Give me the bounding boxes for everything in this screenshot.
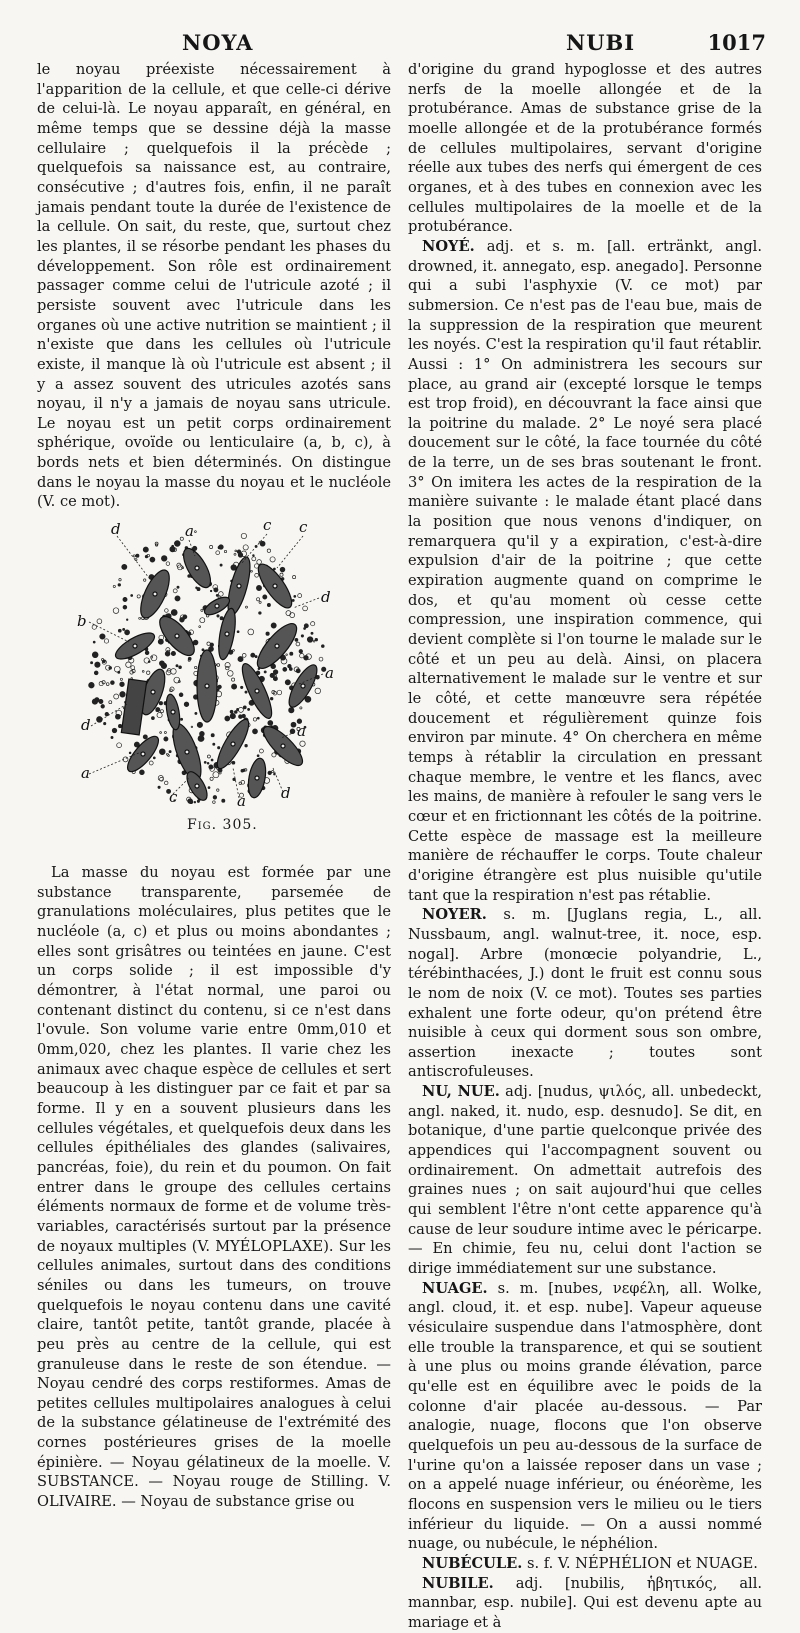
granule (166, 562, 170, 566)
granule (217, 664, 220, 667)
nucleolus (281, 744, 285, 748)
granule (271, 623, 276, 628)
granule (171, 651, 175, 655)
granule (296, 642, 300, 646)
granule (137, 595, 140, 598)
definition-nu: adj. [nudus, ψιλός, all. unbedeckt, angl. naked, it. nudo, esp. desnudo]. Se dit, en botanique, d'une partie quelconque privée des appendices qui l'accompagnent souvent ou ordinairement. On admettait autrefois des graines nues ; on sait aujourd'hui que celles qui semblent l'être n'ont cette apparence qu'à cause de leur soudure intime avec le péricarpe. — En chimie, feu nu, celui dont l'action se dirige immédiatement sur une substance. (408, 1083, 762, 1278)
granule (273, 568, 275, 570)
granule (235, 550, 237, 552)
granule (294, 595, 296, 597)
granule (218, 685, 222, 689)
granule (207, 762, 209, 764)
granule (104, 639, 108, 643)
nucleolus (185, 750, 189, 754)
noyau-paragraph-1: le noyau préexiste nécessairement à l'apparition de la cellule, et que celle-ci dérive de celui-là. Le noyau apparaît, en général, en même temps que se dessine déjà la masse cellulaire ; quelquefois il la précède ; quelquefois sa naissance est, au contraire, consécutive ; d'autres fois, enfin, il ne paraît jamais pendant toute la durée de l'existence de la cellule. On sait, du reste, que, surtout chez les plantes, il se résorbe pendant les phases du développement. Son rôle est ordinairement passager comme celui de l'utricule azoté ; il persiste souvent avec l'utricule dans les organes où une active nutrition se maintient ; il n'existe que dans les cellules où l'utricule existe, il manque là où l'utricule est absent ; il y a assez souvent des utricules azotés sans noyau, il n'y a jamais de noyau sans utricule. Le noyau est un petit corps ordinairement sphérique, ovoïde ou lenticulaire (a, b, c), à bords nets et bien déterminés. On distingue dans le noyau la masse du noyau et le nucléole (V. ce mot). (37, 61, 391, 511)
nucleolus (205, 684, 209, 688)
granule (101, 705, 105, 709)
granule (118, 584, 121, 587)
granule (174, 541, 180, 547)
granule (123, 597, 127, 601)
granule (280, 573, 283, 576)
granule (222, 799, 225, 802)
granule (103, 660, 106, 663)
granule (123, 628, 125, 630)
granule (263, 595, 267, 599)
figure-label-d-right: d (321, 588, 331, 607)
granule (319, 657, 323, 661)
granule (217, 789, 219, 791)
granule (257, 598, 260, 601)
figure-label-a-bottom: a (237, 792, 246, 811)
granule (202, 649, 204, 651)
figure-305 (37, 516, 391, 861)
granule (208, 787, 210, 789)
granule (199, 626, 201, 628)
granule (266, 632, 269, 635)
granule (257, 755, 259, 757)
definition-nubecule: s. f. V. NÉPHÉLION et NUAGE. (526, 1554, 758, 1572)
granule (220, 564, 222, 566)
granule (145, 555, 148, 558)
nucleolus (171, 710, 175, 714)
figure-label-d-bottom: d (281, 784, 291, 803)
granule (216, 551, 220, 555)
granule (94, 671, 98, 675)
granule (143, 735, 147, 739)
granule (191, 726, 193, 728)
running-head-left: NOYA (182, 30, 254, 55)
figure-label-c-top-left: c (263, 516, 272, 535)
granule (188, 799, 193, 804)
granule (255, 656, 257, 658)
granule (173, 589, 177, 593)
granule (243, 769, 246, 772)
granule (268, 721, 273, 726)
granule (304, 656, 309, 661)
granule (193, 640, 198, 645)
nucleolus (255, 776, 259, 780)
cell-nuclei-illustration (77, 516, 337, 816)
granule (161, 556, 167, 562)
granule (118, 629, 121, 632)
granule (169, 751, 171, 753)
granule (109, 701, 112, 704)
granule (248, 629, 254, 635)
definition-nuage: s. m. [nubes, νεφέλη, all. Wolke, angl. cloud, it. et esp. nube]. Vapeur aqueuse vésiculaire suspendue dans l'atmosphère, dont elle trouble la transparence, et qui se soutient à une plus ou moins grande élévation, parce qu'elle est en équilibre avec le poids de la colonne d'air placée au-dessous. — Par analogie, nuage, flocons que l'on observe quelquefois un peu au-dessous de la surface de l'urine qu'on a laissée reposer dans un vase ; on a appelé nuage inférieur, ou énéorème, les flocons en suspension vers le milieu ou le tiers inférieur du liquide. — On a aussi nommé nuage, ou nubécule, le néphélion. (408, 1279, 762, 1553)
striated-cell (121, 679, 146, 735)
granule (157, 713, 162, 718)
granule (164, 781, 168, 785)
granule (207, 755, 210, 758)
granule (126, 619, 128, 621)
granule (165, 609, 169, 613)
granule (213, 801, 216, 804)
page-number: 1017 (707, 30, 766, 55)
granule (180, 537, 183, 540)
figure-label-a-bottom-left: a (81, 764, 90, 783)
granule (161, 710, 164, 713)
granule (217, 615, 219, 617)
granule (237, 708, 239, 710)
granule (139, 617, 141, 619)
granule (237, 550, 241, 554)
granule (164, 732, 166, 734)
granule (213, 772, 219, 778)
nucleolus (215, 604, 219, 608)
figure-caption: Fig. 305. (187, 817, 258, 834)
figure-label-d-left: d (81, 716, 91, 735)
granule (264, 671, 266, 673)
granule (257, 560, 262, 565)
granule (272, 753, 276, 757)
granule (311, 632, 313, 634)
granule (238, 657, 243, 662)
granule (200, 618, 205, 623)
granule (257, 717, 259, 719)
granule (230, 710, 233, 713)
granule (123, 605, 127, 609)
granule (295, 638, 298, 641)
granule (197, 588, 200, 591)
granule (270, 697, 273, 700)
figure-label-b: b (77, 612, 87, 631)
nucleolus (141, 752, 145, 756)
granule (97, 619, 102, 624)
granule (274, 675, 276, 677)
granule (168, 755, 170, 757)
granule (111, 736, 113, 738)
granule (300, 654, 304, 658)
granule (204, 761, 206, 763)
running-head-right: NUBI (566, 30, 636, 55)
granule (159, 702, 162, 705)
granule (210, 777, 213, 780)
granule (201, 609, 203, 611)
nucleolus (225, 632, 229, 636)
granule (234, 711, 237, 714)
granule (298, 594, 302, 598)
granule (120, 682, 125, 687)
granule (216, 594, 218, 596)
granule (313, 641, 315, 643)
granule (299, 650, 303, 654)
label-leader-line (277, 536, 303, 568)
page-header (0, 30, 800, 56)
figure-label-c-bottom: c (169, 788, 178, 807)
granule (315, 688, 321, 694)
figure-label-a-top: a (185, 522, 194, 541)
granule (268, 771, 272, 775)
granule (220, 617, 223, 620)
nucleolus (153, 592, 157, 596)
granule (280, 567, 285, 572)
granule (234, 553, 236, 555)
granule (283, 667, 287, 671)
granule (93, 641, 95, 643)
granule (225, 663, 230, 668)
entry-nubecule (408, 1554, 762, 1574)
granule (259, 749, 263, 753)
granule (119, 579, 121, 581)
granule (242, 654, 246, 658)
granule (184, 702, 189, 707)
granule (160, 732, 162, 734)
granule (253, 729, 258, 734)
granule (125, 630, 130, 635)
granule (195, 712, 197, 714)
granule (241, 686, 243, 688)
nucleolus (151, 690, 155, 694)
granule (91, 662, 93, 664)
granule (300, 741, 305, 746)
granule (122, 564, 127, 569)
granule (286, 654, 288, 656)
granule (131, 666, 135, 670)
granule (148, 661, 150, 663)
granule (293, 576, 296, 579)
nucleolus (231, 742, 235, 746)
headword-nubile: NUBILE. (422, 1574, 494, 1592)
granule (92, 652, 98, 658)
granule (210, 590, 212, 592)
granule (100, 634, 105, 639)
granule (321, 645, 324, 648)
granule (285, 680, 290, 685)
granule (255, 573, 259, 577)
granule (213, 743, 215, 745)
granule (159, 661, 164, 666)
granule (179, 666, 182, 669)
granule (194, 801, 196, 803)
definition-nubile: adj. [nubilis, ἡβητικός, all. mannbar, esp. nubile]. Qui est devenu apte au mariage et à (408, 1574, 763, 1631)
granule (301, 635, 303, 637)
headword-noye: NOYÉ. (422, 237, 475, 255)
granule (239, 715, 243, 719)
granule (111, 681, 115, 685)
granule (267, 549, 270, 552)
granule (213, 796, 217, 800)
nucleolus (175, 634, 179, 638)
granule (153, 757, 155, 759)
granule (129, 752, 131, 754)
figure-label-c-top-right: c (299, 518, 308, 537)
figure-label-a-right: a (325, 664, 334, 683)
right-column (408, 60, 762, 1633)
entry-nubile (408, 1574, 762, 1633)
noyau-paragraph-2: La masse du noyau est formée par une substance transparente, parsemée de granulations moléculaires, plus petites que le nucléole (a, c) et plus ou moins abondantes ; elles sont grisâtres ou teintées en jaune. C'est un corps solide ; il est impossible d'y démontrer, à l'état normal, une paroi ou contenant distinct du contenu, si ce n'est dans l'ovule. Son volume varie entre 0mm,010 et 0mm,020, chez les plantes. Il varie chez les animaux avec chaque espèce de cellules et sert beaucoup à les distinguer par ce fait et par sa forme. Il y en a souvent plusieurs dans les cellules végétales, et quelquefois deux dans les cellules épithéliales des glandes (salivaires, pancréas, foie), du rein et du poumon. On fait entrer dans le groupe des cellules certains éléments normaux de forme et de volume très-variables, caractérisés surtout par la présence de noyaux multiples (V. MYÉLOPLAXE). Sur les cellules animales, surtout dans des conditions séniles ou dans les tumeurs, on trouve quelquefois le noyau contenu dans une cavité claire, tantôt petite, tantôt grande, placée à peu près au centre de la cellule, qui est granuleuse dans le reste de son étendue. — Noyau cendré des corps restiformes. Amas de petites cellules multipolaires analogues à celui de la substance gélatineuse de l'extrémité des cornes postérieures grises de la moelle épinière. — Noyau gélatineux de la moelle. V. SUBSTANCE. — Noyau rouge de Stilling. V. OLIVAIRE. — Noyau de substance grise ou (37, 864, 391, 1511)
granule (211, 759, 213, 761)
granule (120, 678, 122, 680)
granule (290, 652, 293, 655)
granule (232, 761, 235, 764)
granule (142, 671, 144, 673)
granule (225, 716, 230, 721)
granule (232, 684, 237, 689)
granule (300, 707, 302, 709)
headword-nuage: NUAGE. (422, 1279, 488, 1297)
granule (273, 670, 278, 675)
granule (145, 651, 149, 655)
entry-nuage (408, 1279, 762, 1554)
granule (156, 708, 160, 712)
granule (112, 728, 117, 733)
granule (304, 624, 308, 628)
nucleolus (195, 566, 199, 570)
granule (177, 586, 179, 588)
granule (92, 625, 96, 629)
granule (245, 744, 248, 747)
granule (133, 555, 135, 557)
granule (89, 682, 95, 688)
nucleolus (301, 684, 305, 688)
granule (164, 737, 168, 741)
granule (171, 610, 177, 616)
granule (188, 657, 191, 660)
granule (218, 747, 220, 749)
granule (246, 606, 248, 608)
nucleolus (255, 689, 259, 693)
granule (241, 533, 246, 538)
granule (144, 579, 146, 581)
granule (289, 708, 294, 713)
granule (237, 631, 239, 633)
granule (166, 670, 171, 675)
granule (115, 714, 120, 719)
granule (243, 545, 248, 550)
headword-nubecule: NUBÉCULE. (422, 1554, 523, 1572)
granule (253, 718, 256, 721)
granule (290, 729, 295, 734)
definition-noyer: s. m. [Juglans regia, L., all. Nussbaum, angl. walnut-tree, it. noce, esp. nogal]. Arbre (monœcie polyandrie, L., térébinthacées, J.) dont le fruit est connu sous le nom de noix (V. ce mot). Toutes ses parties exhalent une forte odeur, qu'on prétend être nuisible à ceux qui dorment sous son ombre, assertion inexacte ; toutes sont antiscrofuleuses. (408, 906, 762, 1081)
granule (197, 722, 202, 727)
nucleolus (275, 644, 279, 648)
granule (211, 734, 214, 737)
nucleolus (195, 784, 199, 788)
granule (248, 708, 250, 710)
granule (176, 665, 178, 667)
granule (290, 613, 295, 618)
left-column (37, 60, 391, 1512)
granule (114, 694, 119, 699)
granule (277, 690, 282, 695)
granule (171, 669, 177, 675)
granule (303, 606, 308, 611)
granule (238, 707, 243, 712)
granule (159, 749, 165, 755)
granule (311, 622, 315, 626)
headword-noyer: NOYER. (422, 906, 487, 924)
entry-noye (408, 237, 762, 905)
granule (158, 786, 160, 788)
granule (286, 611, 291, 616)
granule (259, 612, 262, 615)
entry-nu (408, 1082, 762, 1279)
granule (292, 599, 294, 601)
noyau-continuation: d'origine du grand hypoglosse et des autres nerfs de la moelle allongée et de la protubérance. Amas de substance grise de la moelle allongée et de la protubérance formés de cellules multipolaires, servant d'origine réelle aux tubes des nerfs qui émergent de ces organes, et à des tubes en connexion avec les cellules multipolaires de la moelle et de la protubérance. (408, 61, 762, 236)
granule (307, 637, 313, 643)
granule (198, 736, 204, 742)
granule (245, 691, 247, 693)
granule (170, 547, 175, 552)
figure-label-d-top: d (111, 520, 121, 539)
granule (195, 666, 197, 668)
granule (259, 601, 261, 603)
granule (218, 546, 221, 549)
granule (120, 692, 126, 698)
granule (243, 706, 246, 709)
nucleolus (237, 584, 241, 588)
granule (253, 555, 255, 557)
granule (106, 683, 109, 686)
granule (232, 678, 235, 681)
nucleolus (133, 644, 137, 648)
granule (315, 638, 318, 641)
granule (251, 570, 253, 572)
granule (289, 668, 292, 671)
granule (291, 722, 296, 727)
granule (179, 693, 183, 697)
granule (219, 592, 224, 597)
granule (117, 743, 122, 748)
granule (233, 778, 236, 781)
granule (150, 557, 155, 562)
granule (104, 722, 106, 724)
granule (195, 531, 197, 533)
granule (207, 642, 210, 645)
granule (230, 713, 235, 718)
granule (270, 557, 275, 562)
granule (143, 547, 148, 552)
granule (224, 550, 226, 552)
granule (95, 698, 99, 702)
granule (272, 771, 274, 773)
granule (175, 596, 180, 601)
granule (114, 666, 120, 672)
granule (118, 724, 121, 727)
granule (140, 770, 145, 775)
granule (256, 585, 261, 590)
granule (219, 772, 221, 774)
granule (113, 608, 119, 614)
granule (95, 662, 100, 667)
granule (136, 554, 139, 557)
granule (131, 595, 133, 597)
granule (181, 718, 183, 720)
granule (251, 653, 255, 657)
entry-noyer (408, 905, 762, 1082)
figure-label-a-lower-right: a (297, 722, 306, 741)
nucleolus (273, 584, 277, 588)
granule (109, 667, 112, 670)
granule (147, 671, 150, 674)
label-leader-line (117, 536, 149, 578)
granule (267, 603, 270, 606)
granule (296, 669, 300, 673)
headword-nu: NU, NUE. (422, 1083, 500, 1101)
granule (210, 545, 213, 548)
granule (228, 671, 234, 677)
granule (149, 761, 153, 765)
definition-noye: adj. et s. m. [all. ertränkt, angl. drowned, it. annegato, esp. anegado]. Personne qui a subi l'asphyxie (V. ce mot) par submersion. Ce n'est pas de l'eau bue, mais de la suppression de la respiration que meurent les noyés. C'est la respiration qu'il faut rétablir. Aussi : 1° On administrera les secours sur place, au grand air (excepté lorsque le temps est trop froid), en découvrant la face ainsi que la poitrine du malade. 2° Le noyé sera placé doucement sur le côté, la face tournée du côté de la terre, un de ses bras soutenant le front. 3° On imitera les actes de la respiration de la manière suivante : le malade étant placé dans la position que nous venons d'indiquer, on remarquera qu'il y a expiration, c'est-à-dire expulsion d'air de la poitrine ; que cette expiration augmente quand on comprime le dos, et qu'au moment où cesse cette compression, une inspiration commence, qui devient complète si l'on tourne le malade sur le côté et un peu au delà. Ainsi, on placera alternativement le malade sur le ventre et sur le côté, et cette manœuvre sera répétée doucement et régulièrement quinze fois environ par minute. 4° On cherchera en même temps à rétablir la circulation en pressant chaque membre, le ventre et les flancs, avec les mains, de manière à refouler le sang vers le cœur et en frictionnant les côtés de la poitrine. Cette espèce de massage est la meilleure manière de réchauffer le corps. Toute chaleur d'origine étrangère est plus nuisible qu'utile tant que la respiration n'est pas rétablie. (408, 237, 762, 904)
granule (151, 717, 154, 720)
granule (113, 585, 115, 587)
granule (252, 557, 256, 561)
